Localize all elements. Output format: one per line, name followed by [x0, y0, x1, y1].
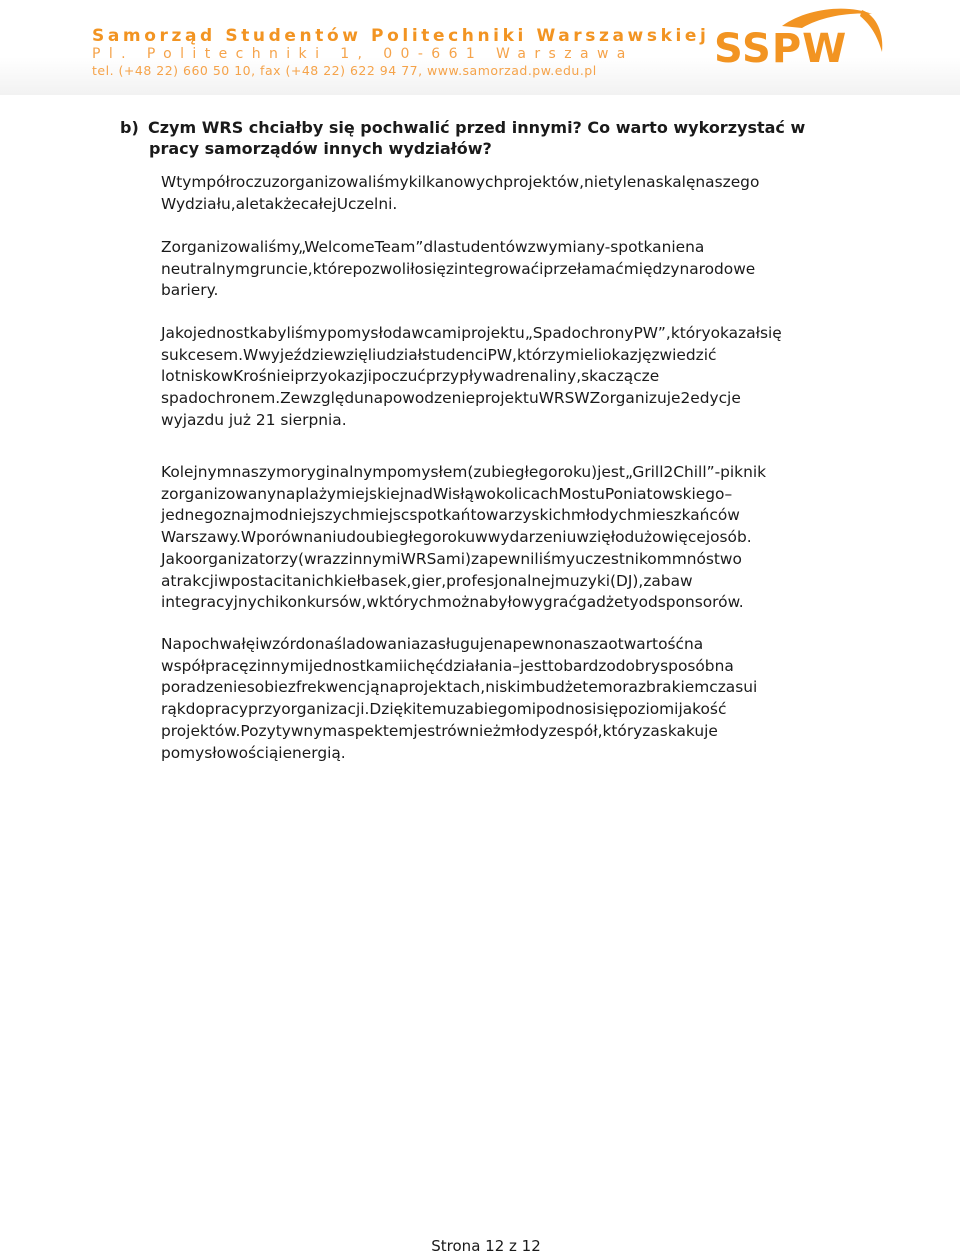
word: Krośnie — [233, 367, 291, 386]
section-marker: b) — [120, 118, 139, 137]
word: można — [436, 593, 489, 612]
word: na — [363, 389, 384, 408]
word: byliśmy — [267, 324, 328, 342]
word: pozwoliło — [352, 259, 425, 278]
word: i — [275, 593, 280, 612]
paragraph-line — [161, 527, 857, 549]
word: organizacji. — [281, 700, 370, 719]
word: półroczu — [206, 173, 272, 191]
word: PW”, — [633, 324, 671, 342]
word: Chill”- — [673, 463, 721, 481]
word: profesjonalnej — [446, 571, 555, 590]
word: jakość — [678, 700, 727, 719]
word: także — [258, 194, 301, 213]
word: dla — [423, 238, 447, 256]
word: energią. — [282, 743, 346, 762]
word: z — [340, 549, 349, 568]
paragraph-line — [161, 462, 857, 484]
word: w — [218, 571, 231, 590]
word: wyjeździe — [258, 345, 334, 364]
word: pomysłem — [387, 463, 468, 481]
paragraph-line — [161, 172, 857, 194]
paragraph-line — [161, 505, 857, 527]
word: do — [346, 528, 366, 547]
word: temu — [416, 700, 457, 719]
word: pochwałę — [181, 635, 256, 653]
word: okazji — [327, 367, 372, 386]
logo-text: SSPW — [714, 26, 848, 72]
word: przypływ — [425, 367, 495, 386]
word: – — [724, 484, 733, 503]
word: z — [527, 238, 536, 256]
word: mieszkańców — [636, 506, 740, 525]
word: tyle — [607, 173, 637, 191]
word: W — [243, 345, 259, 364]
word: jest — [597, 463, 625, 481]
word: wygrać — [521, 593, 577, 612]
word: projektu — [461, 324, 525, 342]
paragraph-line: bariery. — [161, 281, 219, 300]
word: na — [379, 678, 399, 697]
word: do — [295, 635, 315, 653]
word: tanich — [286, 571, 334, 590]
word: sposób — [660, 656, 715, 675]
word: Wydziału, — [161, 194, 236, 213]
word: naśladowania — [314, 635, 421, 653]
word: Zorganizowaliśmy — [161, 238, 299, 256]
paragraph-line — [161, 656, 857, 678]
paragraph-line — [161, 743, 857, 765]
word: to — [547, 656, 564, 675]
word: zorganizowany — [161, 484, 277, 503]
word: roku — [441, 528, 476, 547]
word: gruncie, — [249, 259, 313, 278]
word: jest — [413, 721, 442, 740]
word: zabiegomi — [456, 700, 537, 719]
page-header — [0, 0, 960, 95]
word: i — [278, 743, 283, 762]
word: zaskakuje — [642, 721, 718, 740]
word: oraz — [612, 678, 647, 697]
word: ze — [641, 367, 660, 386]
word: również — [441, 721, 501, 740]
paragraph-line — [161, 345, 857, 367]
word: czasu — [709, 678, 753, 697]
word: niskim — [485, 678, 536, 697]
word: od — [638, 593, 658, 612]
word: współpracę — [161, 656, 249, 675]
word: Na — [161, 635, 182, 653]
word: sobie — [246, 678, 288, 697]
section-heading — [120, 117, 860, 159]
word: Dzięki — [369, 700, 417, 719]
word: wzięli — [333, 345, 377, 364]
word: 2 — [680, 389, 691, 408]
word: z — [222, 506, 232, 525]
paragraph-line — [161, 699, 857, 721]
organization-contact: tel. (+48 22) 660 50 10, fax (+48 22) 622 94 77, www.samorzad.pw.edu.pl — [92, 63, 597, 78]
word: międzynarodowe — [623, 259, 756, 278]
word: innymi — [256, 656, 309, 675]
word: do — [185, 700, 205, 719]
word: pewno — [512, 635, 564, 653]
word: i — [674, 700, 679, 719]
word: organizuje — [600, 389, 681, 408]
word: Kolejnym — [161, 463, 232, 481]
word: (wraz — [297, 549, 341, 568]
word: porównaniu — [256, 528, 347, 547]
word: gier, — [411, 571, 447, 590]
word: piknik — [720, 463, 767, 481]
word: na — [683, 635, 704, 653]
word: na — [276, 484, 296, 503]
word: WRS — [538, 389, 575, 408]
word: udział — [376, 345, 422, 364]
word: zapewniliśmy — [471, 549, 576, 568]
paragraph-line — [161, 634, 857, 656]
word: wzięło — [576, 528, 625, 547]
word: WRSami) — [400, 549, 472, 568]
word: postaci — [230, 571, 287, 590]
word: przełamać — [543, 259, 624, 278]
word: i — [255, 635, 260, 653]
word: sukcesem. — [161, 345, 243, 364]
word: – — [512, 656, 520, 675]
word: młodych — [570, 506, 637, 525]
word: neutralnym — [161, 259, 250, 278]
word: Ze — [280, 389, 301, 408]
word: rąk — [161, 700, 186, 719]
organization-address: Pl. Politechniki 1, 00-661 Warszawa — [92, 46, 634, 62]
word: zabaw — [643, 571, 693, 590]
word: W — [161, 173, 177, 191]
word: jednego — [161, 506, 223, 525]
word: Jako — [161, 549, 193, 568]
word: naszego — [695, 173, 760, 191]
word: i — [752, 678, 758, 697]
word: poradzenie — [161, 678, 247, 697]
paragraph-line — [161, 259, 857, 281]
word: spotkanie — [610, 238, 686, 256]
word: aspektem — [337, 721, 414, 740]
word: plaży — [295, 484, 337, 503]
word: w — [220, 367, 234, 386]
word: Team” — [374, 238, 424, 256]
word: mnóstwo — [671, 549, 742, 568]
word: okolicach — [486, 484, 559, 503]
word: zespół, — [548, 721, 603, 740]
word: jednostka — [192, 324, 268, 342]
word: oryginalnym — [291, 463, 388, 481]
word: innymi — [348, 549, 401, 568]
word: podnosi — [536, 700, 597, 719]
paragraph-line — [161, 571, 857, 593]
word: PW, — [487, 345, 517, 364]
word: nasza — [563, 635, 609, 653]
word: na — [493, 635, 513, 653]
paragraph-line — [161, 549, 857, 571]
word: muzyki — [554, 571, 611, 590]
word: projektu — [475, 389, 539, 408]
word: ubiegłego — [365, 528, 442, 547]
word: Uczelni. — [336, 194, 398, 213]
word: który — [670, 324, 711, 342]
word: których — [378, 593, 437, 612]
word: zintegrować — [445, 259, 540, 278]
word: konkursów, — [279, 593, 367, 612]
paragraph-1 — [161, 172, 857, 215]
word: okazję — [602, 345, 652, 364]
word: które — [312, 259, 353, 278]
word: bardzo — [563, 656, 616, 675]
word: którzy — [516, 345, 565, 364]
word: „Spadochrony — [524, 324, 634, 342]
paragraph-line — [161, 484, 857, 506]
word: się — [760, 324, 782, 342]
word: przy — [294, 367, 328, 386]
word: jest — [519, 656, 548, 675]
word: Warszawy. — [161, 528, 241, 547]
word: najmodniejszych — [231, 506, 360, 525]
word: kilka — [408, 173, 445, 191]
word: projektach, — [398, 678, 486, 697]
word: Mostu — [558, 484, 605, 503]
paragraph-3 — [161, 323, 857, 432]
page-number: Strona 12 z 12 — [431, 1237, 541, 1255]
word: było — [488, 593, 522, 612]
word: „Welcome — [298, 238, 375, 256]
word: i — [539, 259, 544, 278]
word: zasługuje — [420, 635, 494, 653]
word: spadochronem. — [161, 389, 281, 408]
paragraph-line — [161, 388, 857, 410]
word: zorganizowaliśmy — [271, 173, 409, 191]
word: się — [596, 700, 619, 719]
word: i — [290, 367, 295, 386]
word: skacząc — [581, 367, 642, 386]
word: zwiedzić — [651, 345, 717, 364]
word: więcej — [661, 528, 711, 547]
word: dobry — [615, 656, 661, 675]
word: projektów, — [503, 173, 584, 191]
word: projektów. — [161, 721, 241, 740]
section-heading-line1: Czym WRS chciałby się pochwalić przed innymi? Co warto wykorzystać w — [148, 118, 806, 137]
paragraph-4 — [161, 462, 857, 614]
word: naszym — [231, 463, 292, 481]
word: wymiany- — [535, 238, 611, 256]
word: przy — [247, 700, 282, 719]
word: Pozytywnym — [240, 721, 338, 740]
word: towarzyskich — [470, 506, 571, 525]
word: w — [473, 484, 487, 503]
word: w — [475, 528, 488, 547]
paragraph-line — [161, 237, 857, 259]
word: nowych — [444, 173, 504, 191]
word: mieli — [564, 345, 603, 364]
word: (DJ), — [610, 571, 644, 590]
word: względu — [300, 389, 364, 408]
word: Poniatowskiego — [604, 484, 725, 503]
word: skalę — [655, 173, 696, 191]
word: kiełbasek, — [333, 571, 412, 590]
word: na — [714, 656, 734, 675]
paragraph-line — [161, 721, 857, 743]
paragraph-line: wyjazdu już 21 sierpnia. — [161, 410, 347, 429]
word: ale — [235, 194, 259, 213]
word: Wisłą — [432, 484, 474, 503]
word: nie — [584, 173, 608, 191]
word: nad — [404, 484, 433, 503]
word: frekwencją — [295, 678, 380, 697]
word: edycje — [690, 389, 741, 408]
word: poczuć — [371, 367, 426, 386]
word: w — [366, 593, 379, 612]
word: Jako — [161, 324, 193, 342]
word: ubiegłego — [481, 463, 558, 481]
word: młody — [500, 721, 549, 740]
paragraph-line — [161, 677, 857, 699]
word: okazał — [710, 324, 760, 342]
word: poziom — [618, 700, 675, 719]
word: wydarzeniu — [487, 528, 577, 547]
paragraph-line — [161, 323, 857, 345]
word: sponsorów. — [657, 593, 744, 612]
word: otwartość — [608, 635, 684, 653]
word: WZ — [574, 389, 601, 408]
word: pomysłowością — [161, 743, 279, 762]
word: W — [240, 528, 257, 547]
paragraph-line — [161, 194, 857, 216]
word: z — [248, 656, 257, 675]
word: roku) — [557, 463, 598, 481]
word: z — [287, 678, 296, 697]
word: który — [602, 721, 643, 740]
word: całej — [300, 194, 337, 213]
word: „Grill — [624, 463, 664, 481]
word: spotkań — [409, 506, 471, 525]
paragraph-2 — [161, 237, 857, 302]
paragraph-5 — [161, 634, 857, 764]
word: tym — [176, 173, 207, 191]
word: i — [402, 656, 408, 675]
word: uczestnikom — [575, 549, 672, 568]
word: pomysłodawcami — [327, 324, 462, 342]
word: działania — [443, 656, 513, 675]
word: pracy — [204, 700, 248, 719]
word: wzór — [259, 635, 296, 653]
word: na — [636, 173, 656, 191]
word: organizatorzy — [192, 549, 298, 568]
word: studenci — [422, 345, 488, 364]
word: dużo — [624, 528, 662, 547]
word: brakiem — [646, 678, 710, 697]
section-heading-line2: pracy samorządów innych wydziałów? — [149, 139, 492, 158]
word: atrakcji — [161, 571, 219, 590]
word: się — [424, 259, 446, 278]
word: miejskiej — [336, 484, 404, 503]
paragraph-line — [161, 592, 857, 614]
organization-name: Samorząd Studentów Politechniki Warszawskiej — [92, 26, 710, 46]
word: osób. — [710, 528, 752, 547]
word: budżetem — [535, 678, 613, 697]
word: na — [685, 238, 705, 256]
word: chęć — [407, 656, 444, 675]
word: (z — [467, 463, 482, 481]
word: miejsc — [359, 506, 410, 525]
word: studentów — [446, 238, 528, 256]
word: jednostkami — [308, 656, 403, 675]
word: 2 — [663, 463, 674, 481]
word: lotnisko — [161, 367, 221, 386]
word: gadżety — [576, 593, 639, 612]
word: powodzenie — [383, 389, 476, 408]
sspw-logo — [712, 4, 902, 82]
word: integracyjnych — [161, 593, 275, 612]
word: adrenaliny, — [494, 367, 582, 386]
paragraph-line — [161, 366, 857, 388]
